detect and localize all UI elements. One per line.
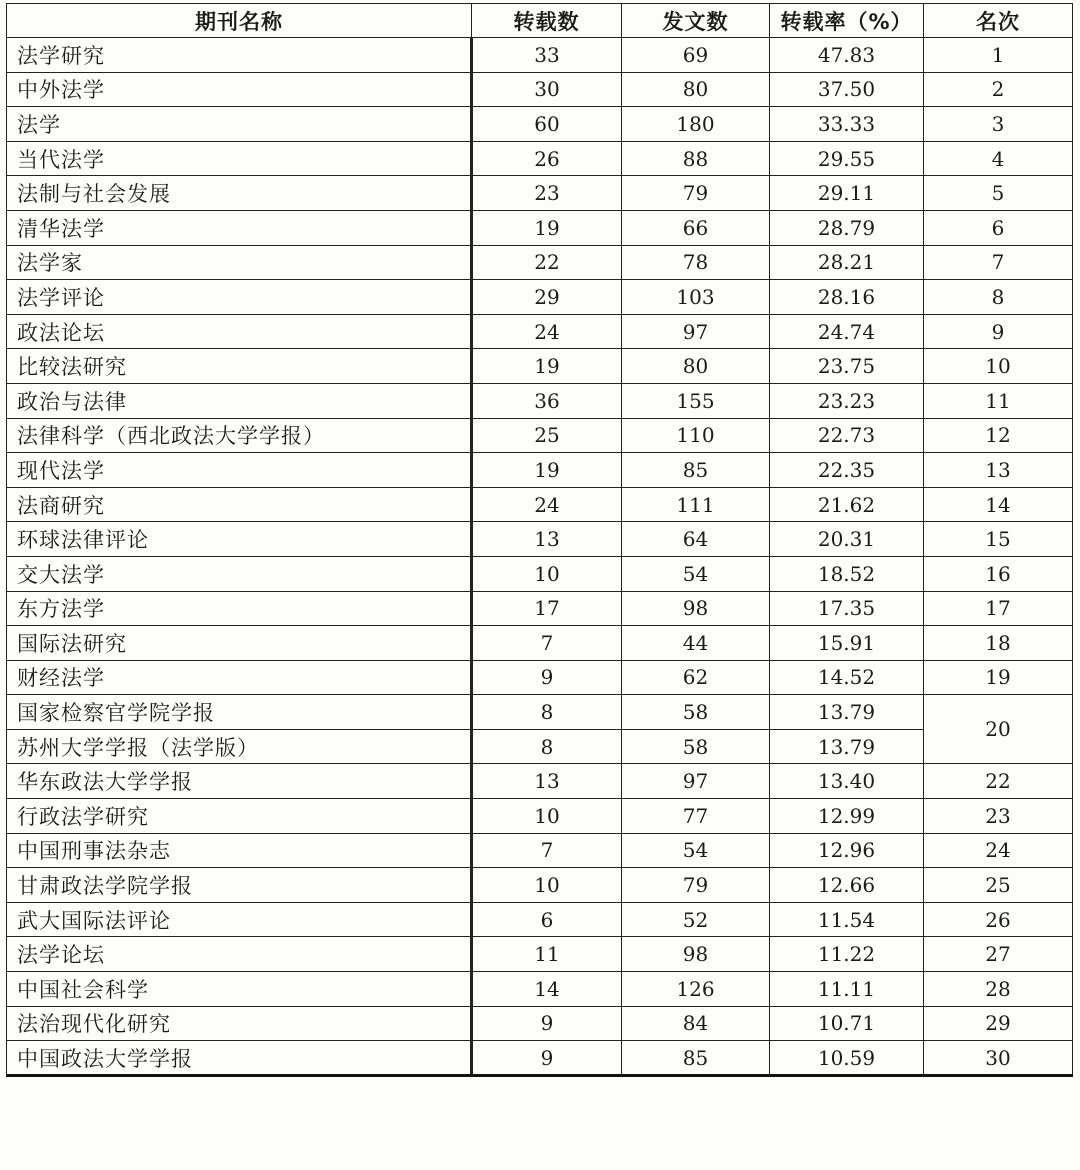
header-article-count: 发文数 [622, 4, 770, 38]
article-count-cell: 79 [622, 868, 770, 903]
reprint-rate-cell: 24.74 [770, 314, 924, 349]
reprint-count-cell: 30 [472, 72, 622, 107]
reprint-count-cell: 13 [472, 522, 622, 557]
reprint-rate-cell: 13.40 [770, 764, 924, 799]
article-count-cell: 103 [622, 280, 770, 315]
rank-cell: 12 [924, 418, 1073, 453]
reprint-rate-cell: 10.71 [770, 1006, 924, 1041]
reprint-rate-cell: 22.35 [770, 453, 924, 488]
article-count-cell: 85 [622, 1041, 770, 1076]
reprint-count-cell: 6 [472, 902, 622, 937]
table-row [7, 660, 1073, 695]
reprint-count-cell: 10 [472, 556, 622, 591]
reprint-rate-cell: 15.91 [770, 626, 924, 661]
table-row [7, 626, 1073, 661]
table-row [7, 591, 1073, 626]
article-count-cell: 98 [622, 591, 770, 626]
reprint-count-cell: 7 [472, 833, 622, 868]
table-row [7, 280, 1073, 315]
reprint-count-cell: 7 [472, 626, 622, 661]
reprint-rate-cell: 13.79 [770, 729, 924, 764]
reprint-rate-cell: 47.83 [770, 38, 924, 73]
reprint-count-cell: 33 [472, 38, 622, 73]
journal-name-cell: 法制与社会发展 [7, 176, 472, 211]
journal-name-cell: 苏州大学学报（法学版） [7, 729, 472, 764]
reprint-rate-cell: 11.22 [770, 937, 924, 972]
reprint-rate-cell: 11.54 [770, 902, 924, 937]
table-row [7, 868, 1073, 903]
reprint-rate-cell: 17.35 [770, 591, 924, 626]
rank-cell: 23 [924, 799, 1073, 834]
article-count-cell: 88 [622, 141, 770, 176]
rank-cell: 28 [924, 972, 1073, 1007]
reprint-count-cell: 10 [472, 799, 622, 834]
journal-name-cell: 法学研究 [7, 38, 472, 73]
journal-name-cell: 国际法研究 [7, 626, 472, 661]
reprint-rate-cell: 13.79 [770, 695, 924, 730]
table-row [7, 799, 1073, 834]
reprint-rate-cell: 28.21 [770, 245, 924, 280]
journal-name-cell: 环球法律评论 [7, 522, 472, 557]
article-count-cell: 155 [622, 383, 770, 418]
journal-name-cell: 甘肃政法学院学报 [7, 868, 472, 903]
rank-cell: 13 [924, 453, 1073, 488]
table-row [7, 937, 1073, 972]
article-count-cell: 85 [622, 453, 770, 488]
journal-name-cell: 法律科学（西北政法大学学报） [7, 418, 472, 453]
table-row [7, 695, 1073, 730]
reprint-rate-cell: 21.62 [770, 487, 924, 522]
table-row [7, 349, 1073, 384]
rank-cell: 15 [924, 522, 1073, 557]
reprint-count-cell: 29 [472, 280, 622, 315]
journal-name-cell: 现代法学 [7, 453, 472, 488]
table-row [7, 972, 1073, 1007]
reprint-rate-cell: 10.59 [770, 1041, 924, 1076]
rank-cell: 2 [924, 72, 1073, 107]
reprint-rate-cell: 11.11 [770, 972, 924, 1007]
article-count-cell: 64 [622, 522, 770, 557]
journal-name-cell: 中国社会科学 [7, 972, 472, 1007]
article-count-cell: 58 [622, 695, 770, 730]
reprint-rate-cell: 23.23 [770, 383, 924, 418]
journal-name-cell: 法治现代化研究 [7, 1006, 472, 1041]
table-row [7, 383, 1073, 418]
journal-name-cell: 法学 [7, 107, 472, 142]
rank-cell: 14 [924, 487, 1073, 522]
reprint-count-cell: 23 [472, 176, 622, 211]
reprint-count-cell: 13 [472, 764, 622, 799]
journal-name-cell: 中外法学 [7, 72, 472, 107]
rank-cell: 26 [924, 902, 1073, 937]
article-count-cell: 77 [622, 799, 770, 834]
article-count-cell: 97 [622, 764, 770, 799]
table-row [7, 245, 1073, 280]
journal-name-cell: 政治与法律 [7, 383, 472, 418]
table-row [7, 314, 1073, 349]
article-count-cell: 78 [622, 245, 770, 280]
table-row [7, 72, 1073, 107]
reprint-rate-cell: 28.79 [770, 210, 924, 245]
reprint-rate-cell: 12.96 [770, 833, 924, 868]
article-count-cell: 84 [622, 1006, 770, 1041]
table-header-row [7, 4, 1073, 38]
journal-name-cell: 中国政法大学学报 [7, 1041, 472, 1076]
rank-cell: 18 [924, 626, 1073, 661]
article-count-cell: 58 [622, 729, 770, 764]
article-count-cell: 52 [622, 902, 770, 937]
table-row [7, 176, 1073, 211]
article-count-cell: 110 [622, 418, 770, 453]
rank-cell: 25 [924, 868, 1073, 903]
reprint-count-cell: 10 [472, 868, 622, 903]
reprint-rate-cell: 14.52 [770, 660, 924, 695]
article-count-cell: 98 [622, 937, 770, 972]
table-row [7, 418, 1073, 453]
reprint-rate-cell: 12.99 [770, 799, 924, 834]
table-row [7, 902, 1073, 937]
reprint-rate-cell: 37.50 [770, 72, 924, 107]
reprint-count-cell: 60 [472, 107, 622, 142]
table-row [7, 833, 1073, 868]
table-row [7, 210, 1073, 245]
reprint-rate-cell: 12.66 [770, 868, 924, 903]
rank-cell: 24 [924, 833, 1073, 868]
reprint-count-cell: 9 [472, 1006, 622, 1041]
journal-ranking-table [6, 3, 1073, 1077]
rank-cell: 9 [924, 314, 1073, 349]
journal-name-cell: 交大法学 [7, 556, 472, 591]
reprint-count-cell: 25 [472, 418, 622, 453]
reprint-rate-cell: 18.52 [770, 556, 924, 591]
journal-name-cell: 中国刑事法杂志 [7, 833, 472, 868]
reprint-rate-cell: 22.73 [770, 418, 924, 453]
journal-name-cell: 法学家 [7, 245, 472, 280]
rank-cell: 4 [924, 141, 1073, 176]
journal-name-cell: 清华法学 [7, 210, 472, 245]
article-count-cell: 62 [622, 660, 770, 695]
table-row [7, 487, 1073, 522]
rank-cell: 29 [924, 1006, 1073, 1041]
article-count-cell: 54 [622, 556, 770, 591]
header-reprint-count: 转载数 [472, 4, 622, 38]
journal-name-cell: 法商研究 [7, 487, 472, 522]
reprint-count-cell: 14 [472, 972, 622, 1007]
header-journal-name: 期刊名称 [7, 4, 472, 38]
reprint-count-cell: 11 [472, 937, 622, 972]
article-count-cell: 80 [622, 72, 770, 107]
journal-name-cell: 行政法学研究 [7, 799, 472, 834]
article-count-cell: 80 [622, 349, 770, 384]
reprint-count-cell: 24 [472, 487, 622, 522]
rank-cell: 20 [924, 695, 1073, 764]
table-row [7, 729, 1073, 764]
reprint-count-cell: 36 [472, 383, 622, 418]
table-row [7, 764, 1073, 799]
reprint-rate-cell: 29.11 [770, 176, 924, 211]
table-row [7, 141, 1073, 176]
rank-cell: 30 [924, 1041, 1073, 1076]
article-count-cell: 44 [622, 626, 770, 661]
reprint-rate-cell: 28.16 [770, 280, 924, 315]
reprint-count-cell: 8 [472, 729, 622, 764]
journal-name-cell: 法学论坛 [7, 937, 472, 972]
table-row [7, 556, 1073, 591]
journal-name-cell: 国家检察官学院学报 [7, 695, 472, 730]
table-row [7, 38, 1073, 73]
article-count-cell: 111 [622, 487, 770, 522]
rank-cell: 22 [924, 764, 1073, 799]
journal-name-cell: 当代法学 [7, 141, 472, 176]
article-count-cell: 69 [622, 38, 770, 73]
rank-cell: 19 [924, 660, 1073, 695]
article-count-cell: 97 [622, 314, 770, 349]
reprint-count-cell: 9 [472, 660, 622, 695]
reprint-rate-cell: 33.33 [770, 107, 924, 142]
reprint-count-cell: 22 [472, 245, 622, 280]
table-row [7, 107, 1073, 142]
table-row [7, 522, 1073, 557]
reprint-count-cell: 17 [472, 591, 622, 626]
header-rank: 名次 [924, 4, 1073, 38]
reprint-count-cell: 26 [472, 141, 622, 176]
journal-name-cell: 法学评论 [7, 280, 472, 315]
journal-name-cell: 武大国际法评论 [7, 902, 472, 937]
rank-cell: 3 [924, 107, 1073, 142]
reprint-rate-cell: 23.75 [770, 349, 924, 384]
rank-cell: 10 [924, 349, 1073, 384]
table-row [7, 1006, 1073, 1041]
article-count-cell: 180 [622, 107, 770, 142]
journal-name-cell: 比较法研究 [7, 349, 472, 384]
header-reprint-rate: 转载率（%） [770, 4, 924, 38]
rank-cell: 6 [924, 210, 1073, 245]
rank-cell: 7 [924, 245, 1073, 280]
rank-cell: 5 [924, 176, 1073, 211]
reprint-count-cell: 24 [472, 314, 622, 349]
rank-cell: 11 [924, 383, 1073, 418]
table-row [7, 453, 1073, 488]
reprint-count-cell: 19 [472, 349, 622, 384]
reprint-rate-cell: 29.55 [770, 141, 924, 176]
rank-cell: 16 [924, 556, 1073, 591]
reprint-count-cell: 9 [472, 1041, 622, 1076]
reprint-count-cell: 8 [472, 695, 622, 730]
journal-name-cell: 东方法学 [7, 591, 472, 626]
article-count-cell: 126 [622, 972, 770, 1007]
journal-name-cell: 政法论坛 [7, 314, 472, 349]
reprint-rate-cell: 20.31 [770, 522, 924, 557]
rank-cell: 8 [924, 280, 1073, 315]
rank-cell: 27 [924, 937, 1073, 972]
rank-cell: 17 [924, 591, 1073, 626]
rank-cell: 1 [924, 38, 1073, 73]
article-count-cell: 66 [622, 210, 770, 245]
reprint-count-cell: 19 [472, 210, 622, 245]
journal-name-cell: 财经法学 [7, 660, 472, 695]
table-row [7, 1041, 1073, 1076]
article-count-cell: 54 [622, 833, 770, 868]
journal-name-cell: 华东政法大学学报 [7, 764, 472, 799]
article-count-cell: 79 [622, 176, 770, 211]
reprint-count-cell: 19 [472, 453, 622, 488]
